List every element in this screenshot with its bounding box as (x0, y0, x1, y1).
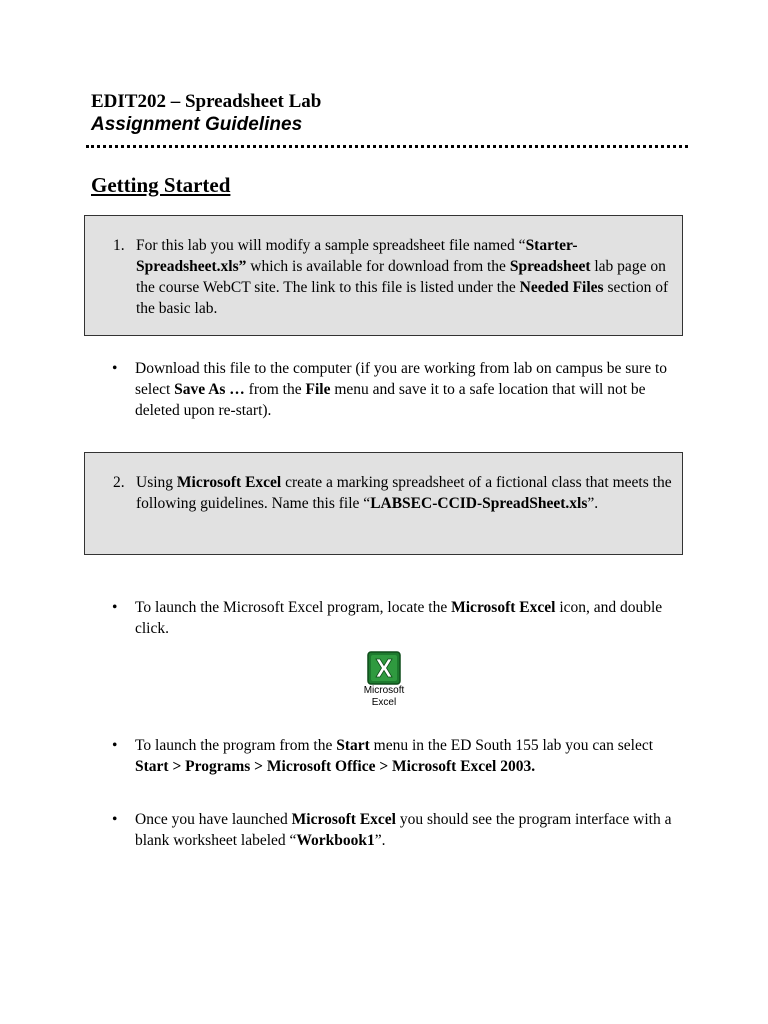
step-text (136, 472, 673, 514)
microsoft-excel-shortcut[interactable] (358, 651, 410, 721)
menu-name-bold: Start (336, 737, 370, 754)
bullet-glyph: • (112, 737, 118, 754)
step-number: 2. (113, 474, 125, 491)
text-run: from the (244, 381, 306, 398)
dotted-divider (86, 145, 688, 148)
icon-label-line-2: Excel (371, 697, 397, 708)
bullet-text (135, 735, 682, 777)
menu-command-bold: Save As … (174, 381, 245, 398)
step-1-box (84, 215, 683, 336)
text-run: create a marking spreadsheet of a fictional class that meets the following guidelines. Name this file “ (136, 474, 672, 512)
text-run: ”. (374, 832, 386, 849)
text-run: Once you have launched (135, 811, 292, 828)
bullet-glyph: • (112, 811, 118, 828)
bullet-item-download (112, 358, 682, 421)
step-number: 1. (113, 237, 125, 254)
course-title: EDIT202 – Spreadsheet Lab (91, 91, 322, 112)
bullet-glyph: • (112, 360, 118, 377)
bullet-text (135, 597, 682, 639)
text-run: icon, and double click. (135, 599, 663, 637)
text-run: To launch the Microsoft Excel program, locate the (135, 599, 452, 616)
icon-label-line-1: Microsoft (363, 685, 405, 696)
section-name-bold: Needed Files (519, 279, 604, 296)
text-run: menu and save it to a safe location that will not be deleted upon re-start). (135, 381, 646, 419)
section-heading: Getting Started (91, 173, 231, 197)
step-2-box (84, 452, 683, 555)
text-run: Download this file to the computer (if you are working from lab on campus be sure to select (135, 360, 668, 398)
text-run: For this lab you will modify a sample spreadsheet file named “ (136, 237, 526, 254)
text-run: ”. (587, 495, 599, 512)
bullet-item-workbook (112, 809, 682, 851)
filename-bold: LABSEC-CCID-SpreadSheet.xls (370, 495, 588, 512)
text-run: you should see the program interface with a blank worksheet labeled “ (135, 811, 672, 849)
workbook-name-bold: Workbook1 (296, 832, 375, 849)
bullet-glyph: • (112, 599, 118, 616)
document-subtitle: Assignment Guidelines (91, 114, 303, 135)
bullet-item-start-menu (112, 735, 682, 777)
program-name-bold: Microsoft Excel (291, 811, 396, 828)
bullet-item-launch-icon (112, 597, 682, 639)
step-1 (113, 235, 673, 319)
text-run: section of the basic lab. (136, 279, 669, 317)
menu-name-bold: File (305, 381, 331, 398)
program-name-bold: Microsoft Excel (176, 474, 282, 491)
bullet-text (135, 809, 682, 851)
text-run: Using (136, 474, 177, 491)
filename-bold: Starter-Spreadsheet.xls” (136, 237, 578, 275)
step-text (136, 235, 673, 319)
excel-icon (367, 651, 401, 685)
menu-path-bold: Start > Programs > Microsoft Office > Microsoft Excel 2003. (135, 758, 536, 775)
step-2 (113, 472, 673, 514)
text-run: which is available for download from the (246, 258, 510, 275)
bullet-text (135, 358, 682, 421)
text-run: menu in the ED South 155 lab you can select (369, 737, 654, 754)
program-name-bold: Microsoft Excel (451, 599, 556, 616)
text-run: To launch the program from the (135, 737, 337, 754)
page-name-bold: Spreadsheet (509, 258, 591, 275)
text-run: lab page on the course WebCT site. The link to this file is listed under the (136, 258, 666, 296)
